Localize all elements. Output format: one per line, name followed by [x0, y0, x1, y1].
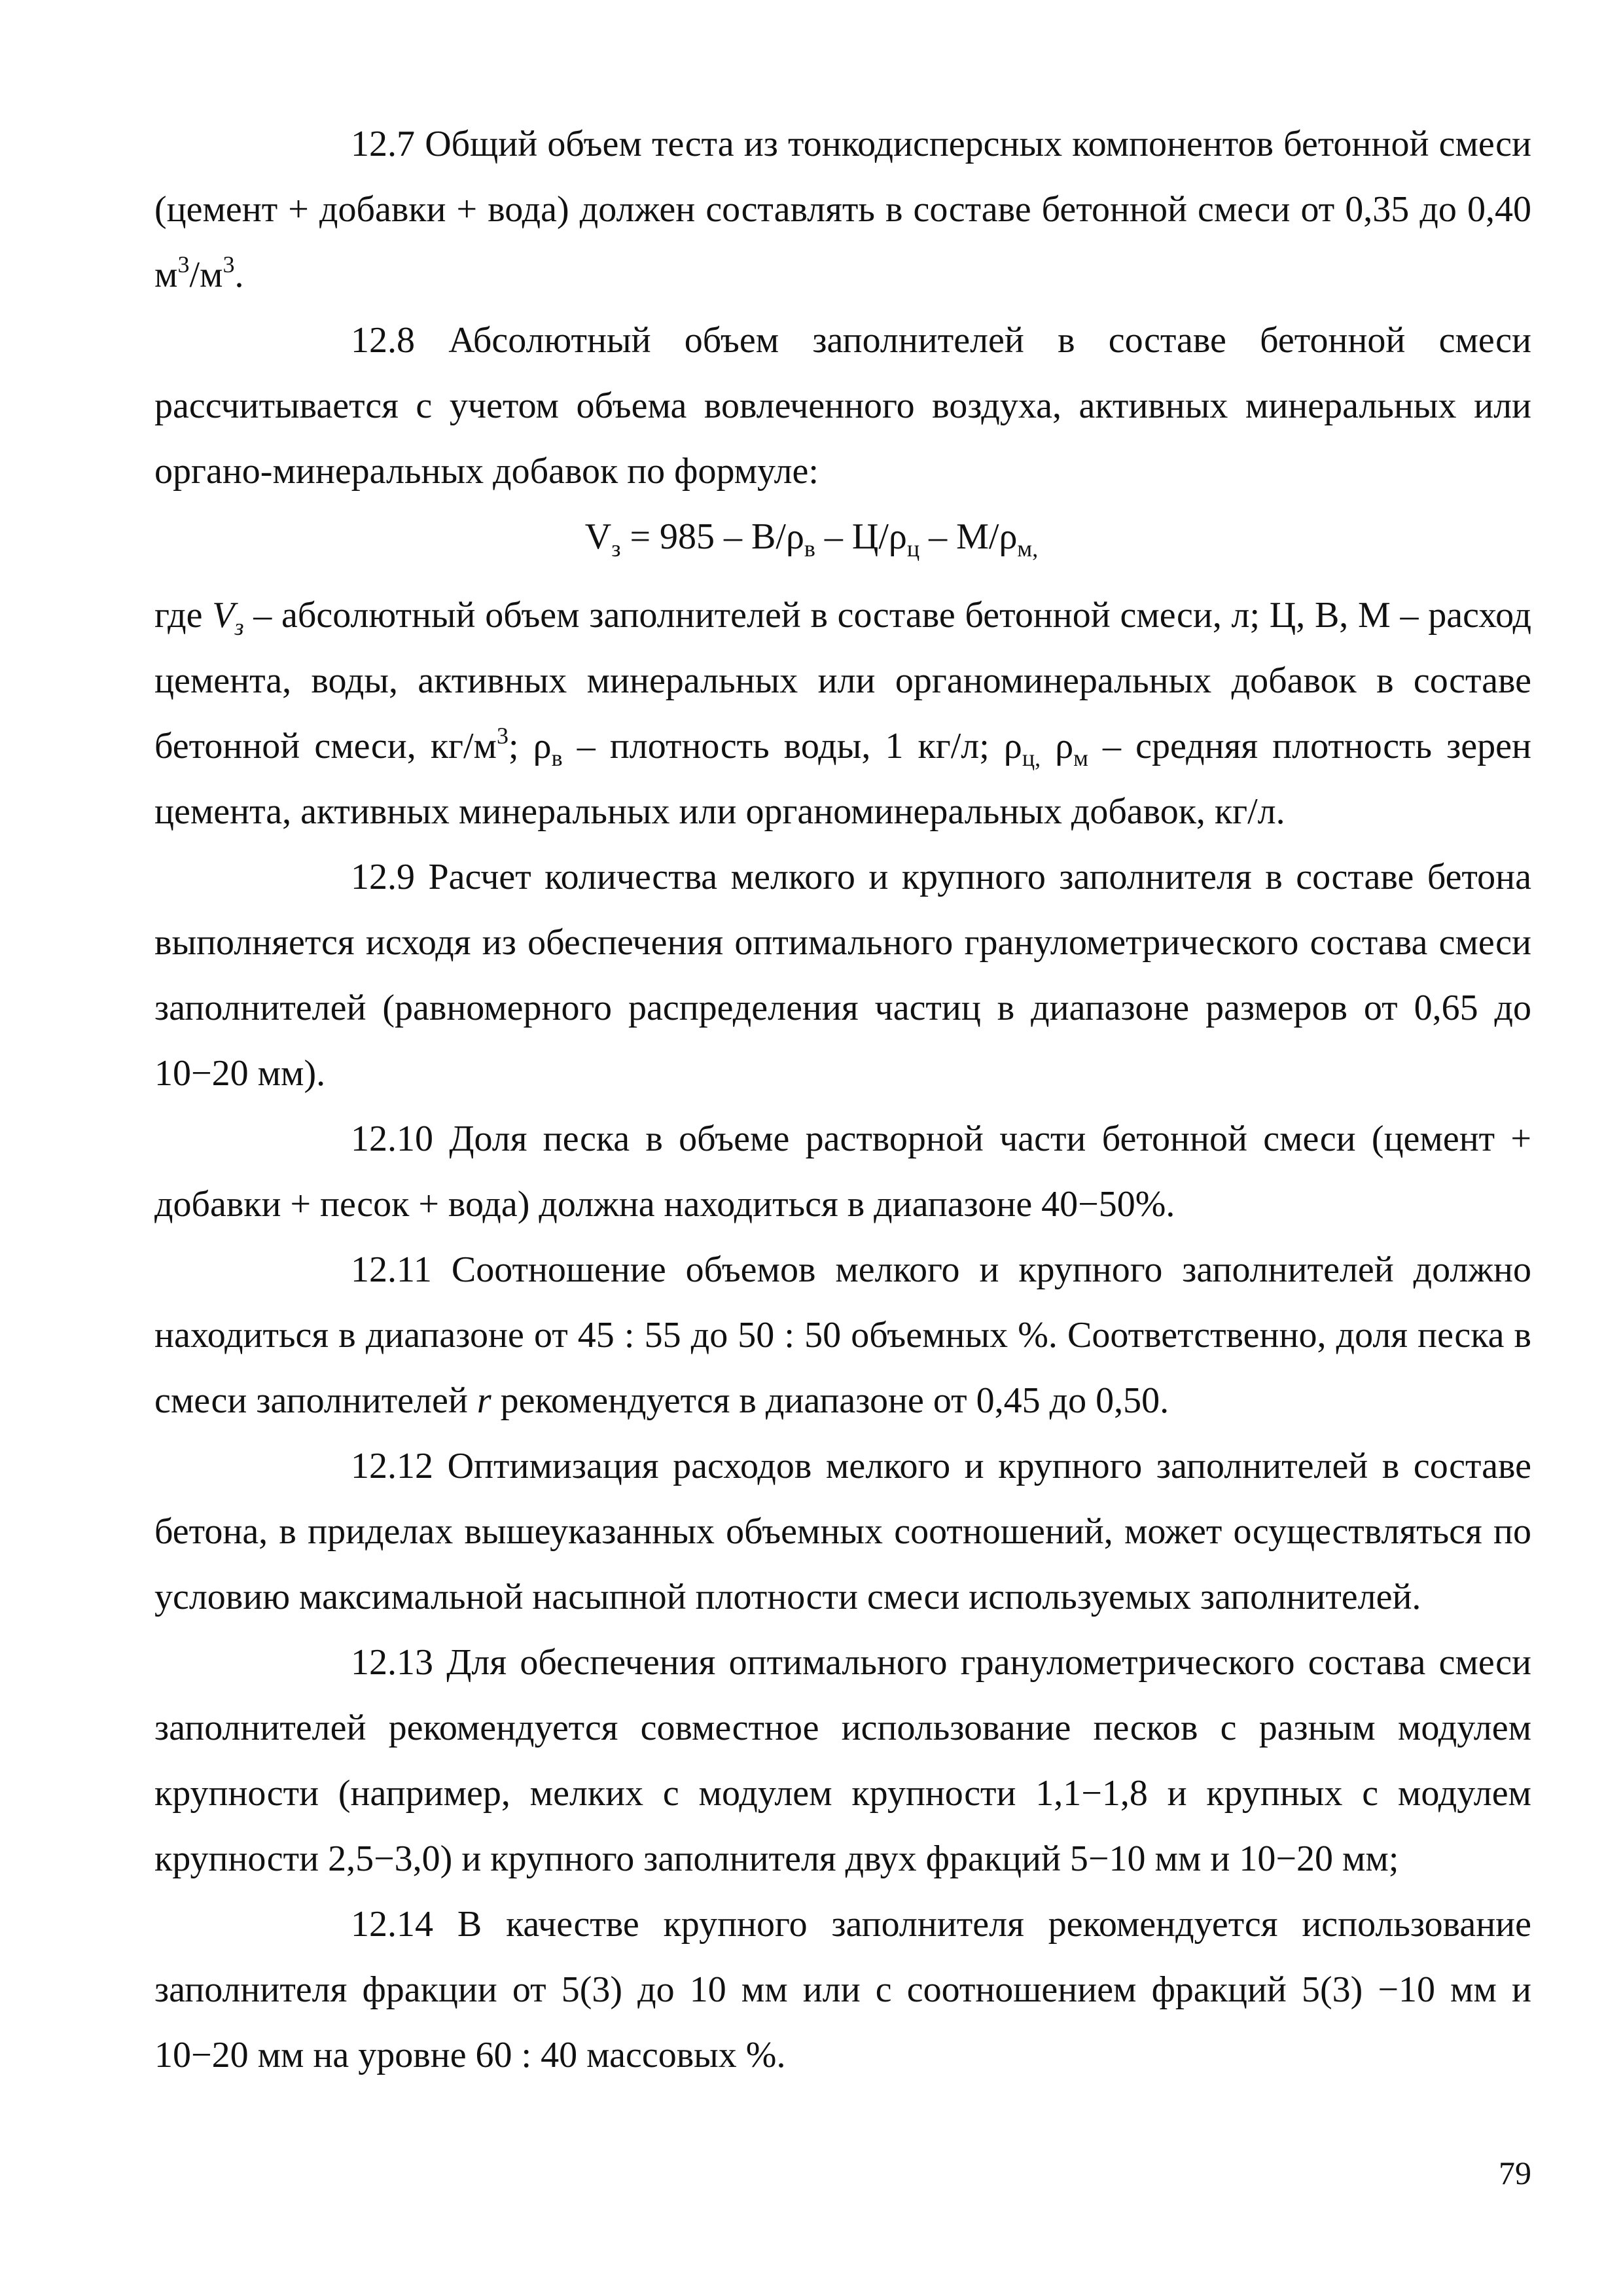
superscript: 3	[223, 251, 235, 278]
paragraph-text: В качестве крупного заполнителя рекомендуется использование заполнителя фракции от 5(3) до 10 мм или с соотношением фракций 5(3) −10 мм и 10−20 мм на уровне 60 : 40 массовых %.	[154, 1904, 1532, 2075]
paragraph-text: ρ	[1041, 726, 1074, 766]
paragraph-text: – средняя плотность зерен цемента, активных минеральных или органоминеральных добавок, кг/л.	[154, 726, 1531, 832]
paragraph-text: Для обеспечения оптимального гранулометрического состава смеси заполнителей рекомендуется совместное использование песков с разным модулем крупности (например, мелких с модулем крупности 1,1−1,8 и крупных с модулем крупности 2,5−3,0) и крупного заполнителя двух фракций 5−10 мм и 10−20 мм;	[154, 1642, 1532, 1879]
formula-part: = 985 – В/ρ	[620, 516, 804, 557]
paragraph-text: Абсолютный объем заполнителей в составе бетонной смеси рассчитывается с учетом объема вовлеченного воздуха, активных минеральных или органо-минеральных добавок по формуле:	[154, 320, 1532, 492]
clause-number: 12.8	[351, 320, 415, 361]
paragraph-text: Общий объем теста из тонкодисперсных компонентов бетонной смеси (цемент + добавки + вода) должен составлять в составе бетонной смеси от 0,35 до 0,40 м	[154, 124, 1532, 295]
subscript: в	[804, 535, 815, 562]
subscript: з	[611, 535, 621, 562]
paragraph-text: – абсолютный объем заполнителей в составе бетонной смеси, л; Ц, В, М – расход цемента, воды, активных минеральных или органоминеральных добавок в составе бетонной смеси, кг/м	[154, 595, 1532, 766]
paragraph-12-11	[154, 1237, 1531, 1433]
paragraph-text: – плотность воды, 1 кг/л; ρ	[562, 726, 1022, 766]
paragraph-12-7	[154, 111, 1531, 308]
variable: r	[476, 1380, 491, 1421]
clause-number: 12.13	[351, 1642, 433, 1683]
paragraph-text: Оптимизация расходов мелкого и крупного заполнителей в составе бетона, в приделах вышеуказанных объемных соотношений, может осуществляться по условию максимальной насыпной плотности смеси используемых заполнителей.	[154, 1446, 1531, 1617]
superscript: 3	[177, 251, 190, 278]
paragraph-text: Соотношение объемов мелкого и крупного заполнителей должно находиться в диапазоне от 45 : 55 до 50 : 50 объемных %. Соответственно, доля песка в смеси заполнителей	[154, 1249, 1532, 1421]
subscript: м	[1073, 745, 1088, 771]
paragraph-12-9	[154, 844, 1531, 1106]
subscript: в	[551, 745, 563, 771]
subscript: м,	[1017, 535, 1039, 562]
clause-number: 12.7	[351, 124, 415, 164]
paragraph-12-8	[154, 308, 1531, 504]
paragraph-text: Расчет количества мелкого и крупного заполнителя в составе бетона выполняется исходя из обеспечения оптимального гранулометрического состава смеси заполнителей (равномерного распределения частиц в диапазоне размеров от 0,65 до 10−20 мм).	[154, 857, 1531, 1094]
paragraph-text: где	[154, 595, 213, 636]
formula-part: – М/ρ	[919, 516, 1018, 557]
paragraph-12-10	[154, 1106, 1531, 1237]
paragraph-text: .	[234, 255, 244, 295]
formula-lhs: V	[584, 516, 612, 557]
superscript: 3	[497, 723, 508, 749]
subscript: ц	[906, 535, 920, 562]
subscript: з	[234, 614, 244, 640]
clause-number: 12.10	[351, 1119, 433, 1159]
variable: V	[212, 595, 235, 636]
paragraph-12-13	[154, 1630, 1531, 1892]
clause-number: 12.12	[351, 1446, 433, 1486]
formula-part: – Ц/ρ	[815, 516, 907, 557]
clause-number: 12.9	[351, 857, 415, 897]
clause-number: 12.14	[351, 1904, 433, 1945]
paragraph-12-14	[154, 1892, 1531, 2088]
paragraph-text: рекомендуется в диапазоне от 0,45 до 0,50.	[491, 1380, 1169, 1421]
paragraph-12-12	[154, 1433, 1531, 1630]
paragraph-text: ; ρ	[508, 726, 552, 766]
clause-number: 12.11	[351, 1249, 432, 1290]
subscript: ц,	[1022, 745, 1041, 771]
paragraph-text: /м	[189, 255, 223, 295]
formula	[0, 511, 1623, 563]
paragraph-text: Доля песка в объеме растворной части бетонной смеси (цемент + добавки + песок + вода) должна находиться в диапазоне 40−50%.	[154, 1119, 1532, 1225]
page-number: 79	[1499, 2155, 1531, 2191]
paragraph-where	[154, 583, 1531, 844]
